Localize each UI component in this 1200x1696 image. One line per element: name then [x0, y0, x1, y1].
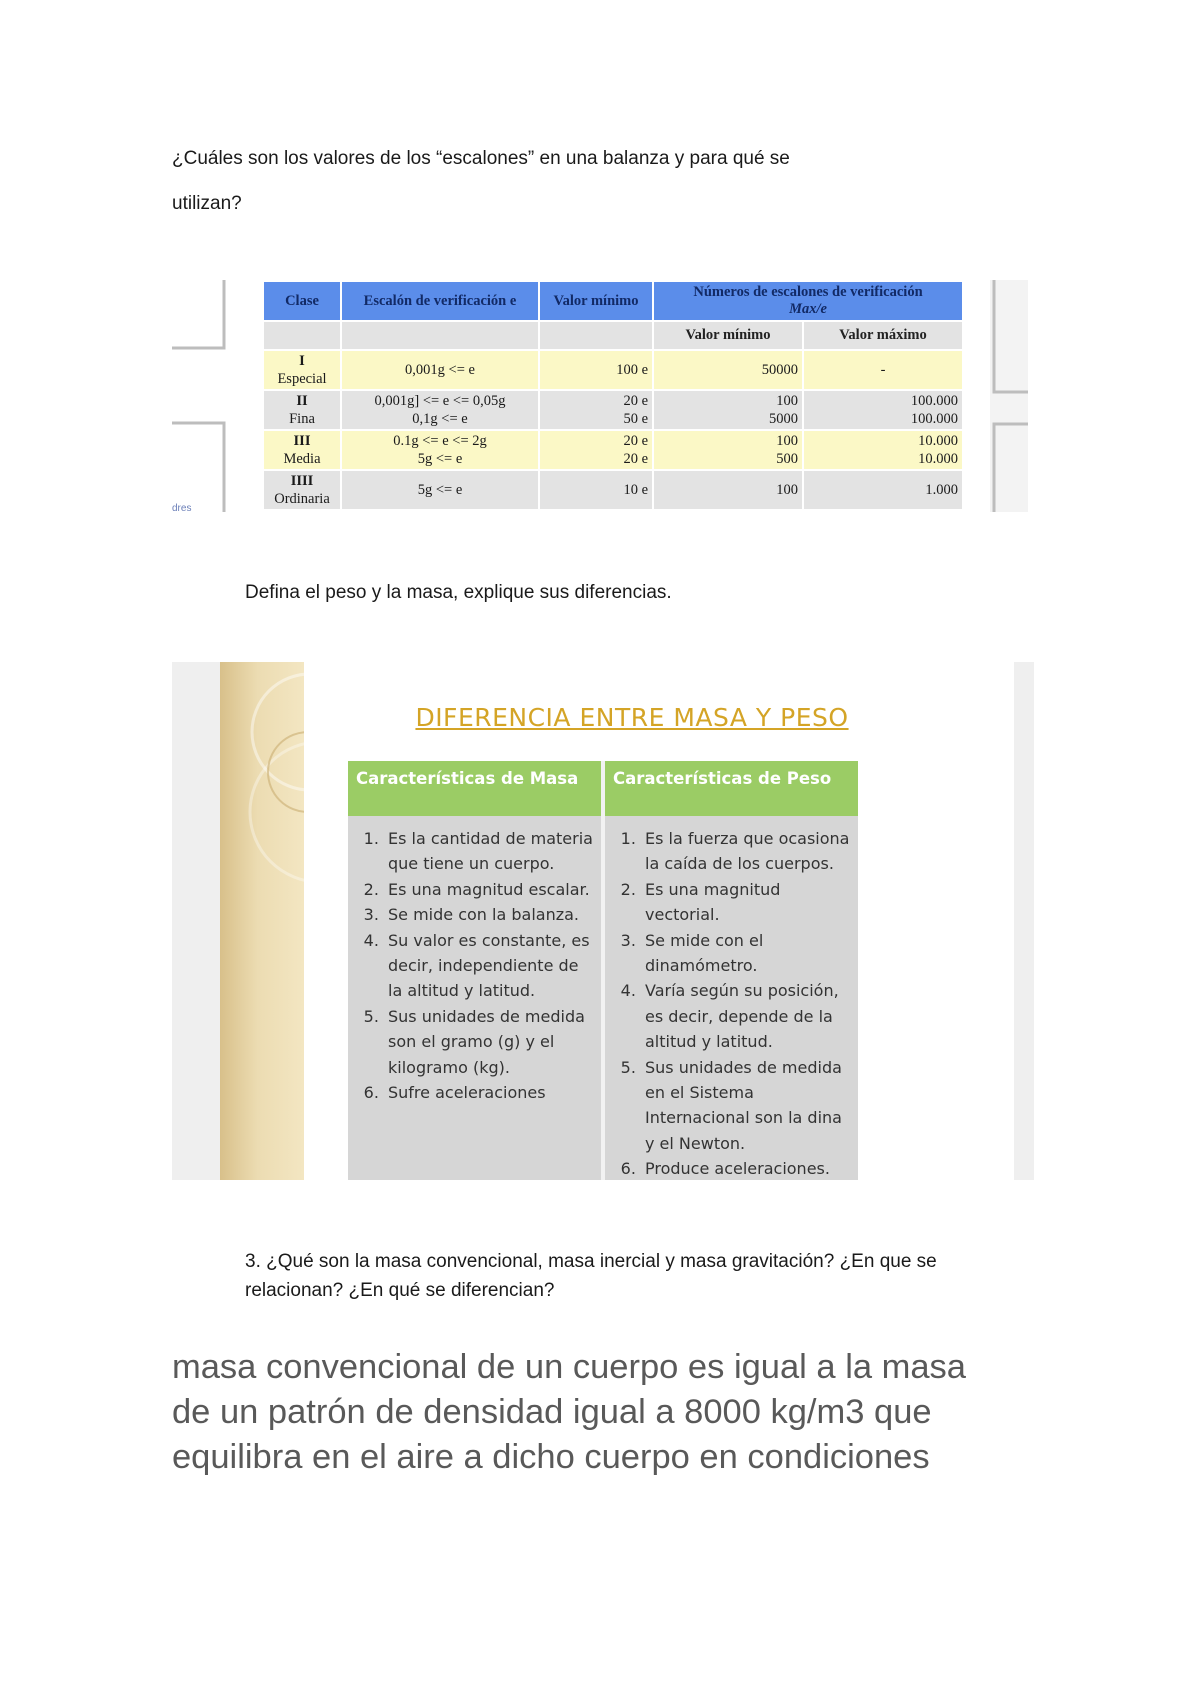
minimo-value: 20 e — [623, 451, 648, 467]
vmax-value: 100.000 — [910, 411, 958, 427]
decorative-circles-icon — [220, 662, 304, 1180]
list-item: 1. Es la fuerza que ocasiona la caída de los cuerpos. — [641, 826, 852, 877]
escalon-value: 5g <= e — [417, 451, 463, 467]
minimo-value: 100 e — [539, 350, 653, 390]
class-name: Especial — [277, 371, 327, 387]
vmax-value: 1.000 — [803, 470, 963, 510]
list-item: 5. Sus unidades de medida en el Sistema Internacional son la dina y el Newton. — [641, 1055, 852, 1157]
answer-paragraph — [172, 1345, 1052, 1480]
table-row — [263, 430, 963, 470]
list-item: 2. Es una magnitud vectorial. — [641, 877, 852, 928]
answer-line-3: equilibra en el aire a dicho cuerpo en condiciones — [172, 1438, 930, 1476]
peso-column — [605, 761, 858, 1180]
minimo-value: 20 e — [623, 393, 648, 409]
table-subheader-row — [263, 321, 963, 350]
question-3-line-2: relacionan? ¿En qué se diferencian? — [245, 1280, 555, 1301]
class-number: I — [299, 353, 305, 369]
question-1-line-2: utilizan? — [172, 193, 242, 214]
cropped-figure-left — [172, 280, 226, 512]
subheader-valor-maximo: Valor máximo — [803, 321, 963, 350]
list-item: 2. Es una magnitud escalar. — [384, 877, 595, 902]
masa-peso-image — [172, 662, 1034, 1180]
header-numeros-sub: Max/e — [789, 301, 827, 317]
table-row — [263, 390, 963, 430]
minimo-value: 20 e — [623, 433, 648, 449]
vmax-value: 10.000 — [918, 451, 958, 467]
question-2: Defina el peso y la masa, explique sus diferencias. — [245, 582, 672, 603]
minimo-value: 50 e — [623, 411, 648, 427]
class-name: Ordinaria — [274, 491, 330, 507]
escalon-value: 5g <= e — [341, 470, 539, 510]
class-number: II — [296, 393, 308, 409]
class-name: Fina — [289, 411, 315, 427]
decorative-sidebar — [220, 662, 304, 1180]
escalon-value: 0,001g] <= e <= 0,05g — [374, 393, 506, 409]
class-number: IIII — [290, 473, 314, 489]
vmax-value: 10.000 — [918, 433, 958, 449]
minimo-value: 10 e — [539, 470, 653, 510]
escalon-value: 0.1g <= e <= 2g — [393, 433, 487, 449]
question-3-line-1: 3. ¿Qué son la masa convencional, masa inercial y masa gravitación? ¿En que se — [245, 1251, 937, 1272]
masa-column — [348, 761, 601, 1180]
header-clase: Clase — [263, 281, 341, 321]
vmin-value: 100 — [776, 393, 798, 409]
balanza-table-image — [172, 280, 1028, 512]
table-row — [263, 350, 963, 390]
class-number: III — [293, 433, 311, 449]
comparison-title: DIFERENCIA ENTRE MASA Y PESO — [415, 703, 849, 732]
question-1-line-1: ¿Cuáles son los valores de los “escalones” en una balanza y para qué se — [172, 148, 790, 169]
table-header-row — [263, 281, 963, 321]
answer-line-1: masa convencional de un cuerpo es igual a la masa — [172, 1348, 966, 1386]
table-fragment-text: dres — [172, 503, 192, 512]
escalon-value: 0,001g <= e — [341, 350, 539, 390]
masa-list — [348, 816, 601, 1105]
list-item: 4. Varía según su posición, es decir, depende de la altitud y latitud. — [641, 978, 852, 1054]
list-item: 6. Produce aceleraciones. — [641, 1156, 852, 1181]
header-escalon: Escalón de verificación e — [341, 281, 539, 321]
list-item: 3. Se mide con el dinamómetro. — [641, 928, 852, 979]
table-row — [263, 470, 963, 510]
vmin-value: 100 — [776, 433, 798, 449]
masa-header: Características de Masa — [348, 761, 601, 816]
list-item: 3. Se mide con la balanza. — [384, 902, 595, 927]
comparison-table — [348, 761, 858, 1180]
vmin-value: 100 — [653, 470, 803, 510]
list-item: 6. Sufre aceleraciones — [384, 1080, 595, 1105]
vmax-value: 100.000 — [910, 393, 958, 409]
vmax-value: - — [803, 350, 963, 390]
list-item: 4. Su valor es constante, es decir, independiente de la altitud y latitud. — [384, 928, 595, 1004]
subheader-valor-minimo: Valor mínimo — [653, 321, 803, 350]
cropped-figure-right — [990, 280, 1028, 512]
peso-list — [605, 816, 858, 1182]
header-numeros-label: Números de escalones de verificación — [693, 284, 923, 300]
answer-line-2: de un patrón de densidad igual a 8000 kg/m3 que — [172, 1393, 932, 1431]
vmin-value: 5000 — [769, 411, 798, 427]
header-valor-minimo: Valor mínimo — [539, 281, 653, 321]
header-numeros — [653, 281, 963, 321]
vmin-value: 500 — [776, 451, 798, 467]
verification-table — [262, 280, 964, 511]
vmin-value: 50000 — [653, 350, 803, 390]
escalon-value: 0,1g <= e — [412, 411, 468, 427]
class-name: Media — [283, 451, 321, 467]
list-item: 5. Sus unidades de medida son el gramo (g) y el kilogramo (kg). — [384, 1004, 595, 1080]
list-item: 1. Es la cantidad de materia que tiene un cuerpo. — [384, 826, 595, 877]
peso-header: Características de Peso — [605, 761, 858, 816]
